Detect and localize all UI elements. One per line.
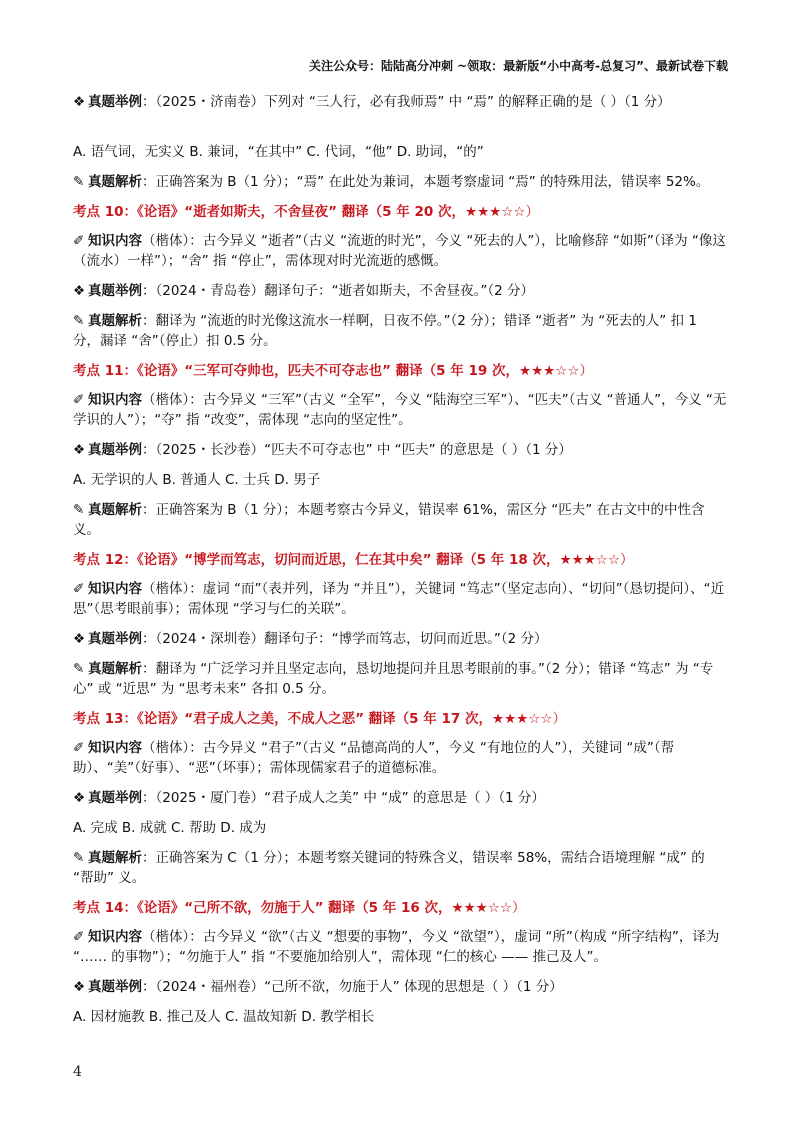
example-text: ：（2024・青岛卷）翻译句子：“逝者如斯夫，不舍昼夜。”（2 分） [142,283,534,299]
diamond-icon: ❖ [73,283,86,299]
knowledge-label: 知识内容 [88,929,142,945]
knowledge-text: （楷体）：虚词 “而”（表并列，译为 “并且”），关键词 “笃志”（坚定志向）、“切问”（恳切提问）、“近思”（思考眼前事）；需体现 “学习与仁的关联”。 [73,581,725,617]
knowledge-label: 知识内容 [88,392,142,408]
kaodian-title [73,898,727,918]
edit-pencil-icon: ✐ [73,581,85,597]
analysis-text: ：正确答案为 C（1 分）；本题考察关键词的特殊含义，错误率 58%，需结合语境理解 “成” 的 “帮助” 义。 [73,850,705,886]
question-example [73,629,727,649]
star-rating: ★★★☆☆） [559,552,634,568]
edit-pencil-icon: ✐ [73,392,85,408]
kaodian-title [73,550,727,570]
star-rating: ★★★☆☆） [491,711,566,727]
pencil-icon: ✎ [73,661,85,677]
pencil-icon: ✎ [73,850,85,866]
knowledge-text: （楷体）：古今异义 “欲”（古义 “想要的事物”，今义 “欲望”），虚词 “所”（构成 “所字结构”，译为 “…… 的事物”）；“勿施于人” 指 “不要施加给别人”，需体现 “仁的核心 —— 推己及人”。 [73,929,720,965]
edit-pencil-icon: ✐ [73,929,85,945]
kaodian-title-text: 考点 14：《论语》“己所不欲，勿施于人” 翻译（5 年 16 次， [73,900,452,916]
knowledge-label: 知识内容 [88,233,142,249]
analysis-text: ：翻译为 “流逝的时光像这流水一样啊，日夜不停。”（2 分）；错译 “逝者” 为 “死去的人” 扣 1 分，漏译 “舍”（停止）扣 0.5 分。 [73,313,697,349]
diamond-icon: ❖ [73,979,86,995]
page-header: 关注公众号：陆陆高分冲刺 ~领取：最新版“小中高考-总复习”、最新试卷下载 [309,59,728,73]
example-text: ：（2024・深圳卷）翻译句子：“博学而笃志，切问而近思。”（2 分） [142,631,548,647]
question-example [73,788,727,808]
answer-options: A. 完成 B. 成就 C. 帮助 D. 成为 [73,820,267,836]
analysis-label: 真题解析 [88,174,142,190]
knowledge-text: （楷体）：古今异义 “三军”（古义 “全军”，今义 “陆海空三军”）、“匹夫”（古义 “普通人”，今义 “无学识的人”）；“夺” 指 “改变”，需体现 “志向的坚定性”。 [73,392,727,428]
knowledge-label: 知识内容 [88,581,142,597]
pencil-icon: ✎ [73,174,85,190]
diamond-icon: ❖ [73,790,86,806]
analysis-label: 真题解析 [88,313,142,329]
knowledge-content [73,231,727,271]
question-example [73,281,727,301]
question-example [73,440,727,460]
example-label: 真题举例 [88,979,142,995]
star-rating: ★★★☆☆） [464,204,539,220]
edit-pencil-icon: ✐ [73,233,85,249]
knowledge-text: （楷体）：古今异义 “君子”（古义 “品德高尚的人”，今义 “有地位的人”），关键词 “成”（帮助）、“美”（好事）、“恶”（坏事）；需体现儒家君子的道德标准。 [73,740,675,776]
document-body [73,92,727,1037]
knowledge-text: （楷体）：古今异义 “逝者”（古义 “流逝的时光”，今义 “死去的人”），比喻修辞 “如斯”（译为 “像这（流水）一样”）；“舍” 指 “停止”，需体现对时光流逝的感慨。 [73,233,726,269]
kaodian-title-text: 考点 13：《论语》“君子成人之美，不成人之恶” 翻译（5 年 17 次， [73,711,492,727]
page-number: 4 [73,1064,82,1080]
kaodian-title-text: 考点 10：《论语》“逝者如斯夫，不舍昼夜” 翻译（5 年 20 次， [73,204,465,220]
knowledge-content [73,927,727,967]
question-example [73,92,727,132]
knowledge-content [73,579,727,619]
analysis-label: 真题解析 [88,850,142,866]
kaodian-title [73,202,727,222]
analysis-label: 真题解析 [88,502,142,518]
question-analysis [73,848,727,888]
example-text: ：（2025・长沙卷）“匹夫不可夺志也” 中 “匹夫” 的意思是（ ）（1 分） [142,442,572,458]
example-text: ：（2025・厦门卷）“君子成人之美” 中 “成” 的意思是（ ）（1 分） [142,790,545,806]
analysis-text: ：正确答案为 B（1 分）；本题考察古今异义，错误率 61%，需区分 “匹夫” 在古文中的中性含义。 [73,502,705,538]
example-text: ：（2024・福州卷）“己所不欲，勿施于人” 体现的思想是（ ）（1 分） [142,979,563,995]
pencil-icon: ✎ [73,502,85,518]
analysis-text: ：正确答案为 B（1 分）；“焉” 在此处为兼词，本题考察虚词 “焉” 的特殊用法，错误率 52%。 [142,174,710,190]
example-label: 真题举例 [88,631,142,647]
example-label: 真题举例 [88,283,142,299]
answer-options: A. 无学识的人 B. 普通人 C. 士兵 D. 男子 [73,472,321,488]
question-analysis [73,659,727,699]
kaodian-title-text: 考点 11：《论语》“三军可夺帅也，匹夫不可夺志也” 翻译（5 年 19 次， [73,363,519,379]
answer-options: A. 因材施教 B. 推己及人 C. 温故知新 D. 教学相长 [73,1009,375,1025]
question-analysis [73,500,727,540]
example-label: 真题举例 [88,790,142,806]
kaodian-title-text: 考点 12：《论语》“博学而笃志，切问而近思，仁在其中矣” 翻译（5 年 18 次， [73,552,560,568]
star-rating: ★★★☆☆） [451,900,526,916]
analysis-text: ：翻译为 “广泛学习并且坚定志向，恳切地提问并且思考眼前的事。”（2 分）；错译 “笃志” 为 “专心” 或 “近思” 为 “思考未来” 各扣 0.5 分。 [73,661,714,697]
pencil-icon: ✎ [73,313,85,329]
example-text: ：（2025・济南卷）下列对 “三人行，必有我师焉” 中 “焉” 的解释正确的是（ ）（1 分） [142,94,671,110]
edit-pencil-icon: ✐ [73,740,85,756]
kaodian-title [73,361,727,381]
diamond-icon: ❖ [73,94,86,110]
diamond-icon: ❖ [73,631,86,647]
answer-options: A. 语气词，无实义 B. 兼词，“在其中” C. 代词，“他” D. 助词，“的” [73,144,484,160]
kaodian-title [73,709,727,729]
question-example [73,977,727,997]
knowledge-content [73,738,727,778]
analysis-label: 真题解析 [88,661,142,677]
knowledge-content [73,390,727,430]
example-label: 真题举例 [88,442,142,458]
knowledge-label: 知识内容 [88,740,142,756]
diamond-icon: ❖ [73,442,86,458]
example-label: 真题举例 [88,94,142,110]
question-analysis [73,172,727,192]
star-rating: ★★★☆☆） [518,363,593,379]
question-analysis [73,311,727,351]
